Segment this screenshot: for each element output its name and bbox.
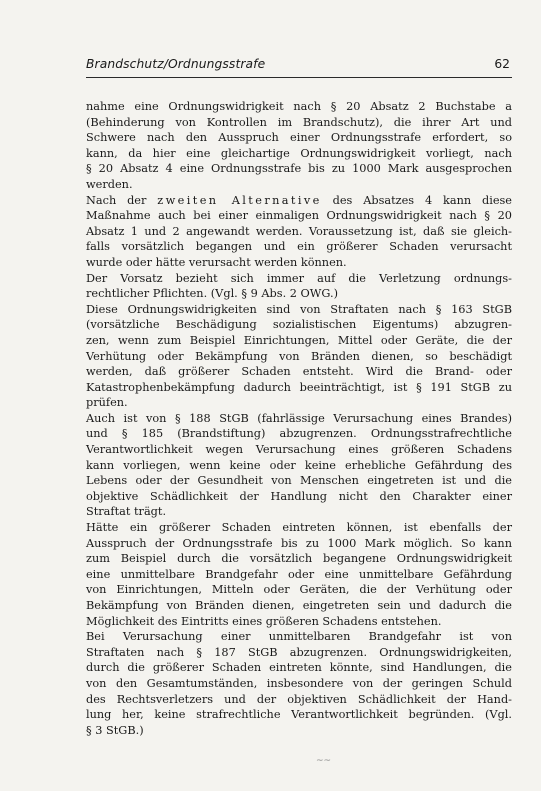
text-line: nahme eine Ordnungswidrigkeit nach § 20 Absatz 2 Buchstabe a: [86, 100, 512, 113]
text-line: zum Beispiel durch die vorsätzlich begangene Ordnungswidrigkeit: [86, 552, 512, 566]
text-line: von den Gesamtumständen, insbesondere von der geringen Schuld: [86, 676, 512, 690]
text-line: Straftat trägt.: [86, 505, 167, 519]
paragraph: [86, 99, 512, 193]
text-line: zen, wenn zum Beispiel Einrichtungen, Mittel oder Geräte, die der: [86, 333, 512, 347]
text-line: Bekämpfung von Bränden dienen, eingetreten sein und dadurch die: [86, 599, 512, 612]
text-line: kann vorliegen, wenn keine oder keine erhebliche Gefährdung des: [86, 458, 512, 472]
text-line: lung her, keine strafrechtliche Verantwortlichkeit begründen. (Vgl.: [86, 708, 512, 722]
text-line: eine unmittelbare Brandgefahr oder eine unmittelbare Gefährdung: [86, 567, 512, 581]
text-line: Lebens oder der Gesundheit von Menschen eingetreten ist und die: [86, 474, 512, 488]
text-line: Hätte ein größerer Schaden eintreten können, ist ebenfalls der: [86, 521, 512, 535]
text-line: prüfen.: [86, 396, 128, 410]
text-line: Maßnahme auch bei einer einmaligen Ordnungswidrigkeit nach § 20: [86, 209, 512, 223]
text-line: Nach der zweiten Alternative des Absatzes 4 kann diese: [86, 193, 512, 207]
text-line: Der Vorsatz bezieht sich immer auf die Verletzung ordnungs-: [86, 271, 512, 285]
text-line: des Rechtsverletzers und der objektiven Schädlichkeit der Hand-: [86, 692, 512, 706]
text-line: von Einrichtungen, Mitteln oder Geräten, die der Verhütung oder: [86, 583, 512, 597]
text-line: Verhütung oder Bekämpfung von Bränden dienen, so beschädigt: [86, 349, 512, 363]
text-line: Schwere nach den Ausspruch einer Ordnungsstrafe erfordert, so: [86, 131, 512, 145]
text-line: kann, da hier eine gleichartige Ordnungswidrigkeit vorliegt, nach: [86, 146, 512, 160]
text-line: werden.: [86, 177, 133, 191]
text-line: Bei Verursachung einer unmittelbaren Brandgefahr ist von: [86, 630, 512, 644]
text-line: falls vorsätzlich begangen und ein größerer Schaden verursacht: [86, 240, 512, 254]
text-line: objektive Schädlichkeit der Handlung nicht den Charakter einer: [86, 489, 512, 503]
text-line: Ausspruch der Ordnungsstrafe bis zu 1000 Mark möglich. So kann: [86, 536, 512, 550]
paragraph: [86, 411, 512, 520]
running-head: Brandschutz/Ordnungsstrafe: [86, 57, 266, 71]
text-line: rechtlicher Pflichten. (Vgl. § 9 Abs. 2 OWG.): [86, 287, 339, 301]
text-line: durch die größerer Schaden eintreten könnte, sind Handlungen, die: [86, 661, 512, 675]
text-line: § 3 StGB.): [86, 723, 144, 737]
text-line: (Behinderung von Kontrollen im Brandschutz), die ihrer Art und: [86, 115, 512, 129]
paragraph: [86, 193, 512, 271]
text-line: und § 185 (Brandstiftung) abzugrenzen. Ordnungsstrafrechtliche: [86, 427, 512, 441]
text-line: Straftaten nach § 187 StGB abzugrenzen. Ordnungswidrigkeiten,: [86, 645, 512, 659]
text-line: Verantwortlichkeit wegen Verursachung eines größeren Schadens: [86, 443, 512, 457]
text-line: werden, daß größerer Schaden entsteht. Wird die Brand- oder: [86, 365, 512, 379]
scan-smudge: ~~: [316, 756, 332, 766]
text-line: Auch ist von § 188 StGB (fahrlässige Verursachung eines Brandes): [86, 411, 512, 425]
text-line: § 20 Absatz 4 eine Ordnungsstrafe bis zu 1000 Mark ausgesprochen: [86, 162, 512, 176]
text-line: (vorsätzliche Beschädigung sozialistischen Eigentums) abzugren-: [86, 318, 512, 332]
paragraph: [86, 271, 512, 302]
page-header: [86, 55, 512, 78]
paragraph: [86, 520, 512, 629]
text-line: Diese Ordnungswidrigkeiten sind von Straftaten nach § 163 StGB: [86, 302, 512, 316]
text-line: Möglichkeit des Eintritts eines größeren Schadens entstehen.: [86, 614, 442, 628]
text-line: Absatz 1 und 2 angewandt werden. Voraussetzung ist, daß sie gleich-: [86, 224, 512, 238]
text-line: Katastrophenbekämpfung dadurch beeinträchtigt, ist § 191 StGB zu: [86, 380, 512, 394]
paragraph: [86, 302, 512, 411]
paragraph: [86, 629, 512, 738]
body-text: [86, 99, 512, 738]
text-line: wurde oder hätte verursacht werden können.: [86, 255, 347, 269]
emphasized-text: zweiten Alternative: [157, 193, 322, 207]
page-number: 62: [494, 57, 510, 71]
